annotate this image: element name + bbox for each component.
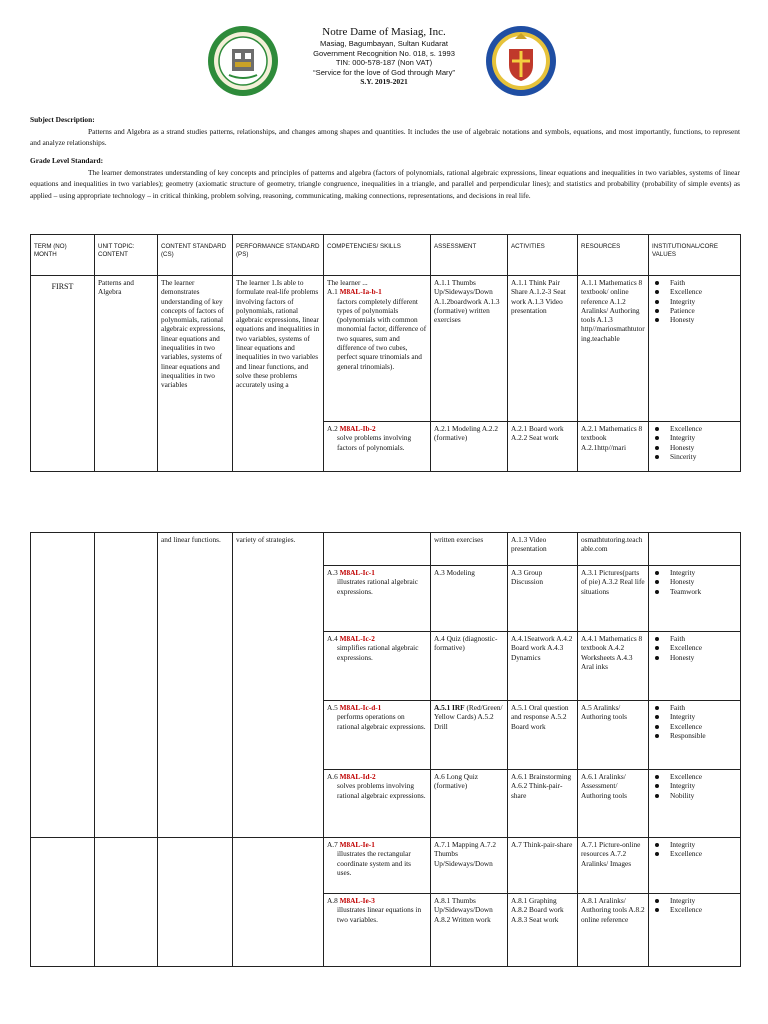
value-item: Honesty bbox=[652, 653, 737, 662]
competency-number: A.8 bbox=[327, 896, 338, 905]
competency-code: M8AL-Ie-1 bbox=[339, 840, 375, 849]
activities-cell: A.3 Group Discussion bbox=[508, 566, 578, 632]
value-item: Integrity bbox=[652, 568, 737, 577]
curriculum-table-page1 bbox=[30, 234, 741, 472]
values-cell bbox=[649, 701, 741, 770]
column-header: RESOURCES bbox=[578, 235, 649, 276]
value-item: Integrity bbox=[652, 712, 737, 721]
competency-text: factors completely different types of polynomials (polynomials with common monomial factor, difference of two squares, sum and difference of two cubes, perfect square trinomials and general trinomials). bbox=[337, 296, 427, 371]
competency-code: M8AL-Ia-b-1 bbox=[339, 287, 382, 297]
competency-number: A.1 bbox=[327, 287, 338, 297]
competency-code: M8AL-Ie-3 bbox=[339, 896, 375, 905]
value-item: Faith bbox=[652, 278, 737, 287]
subject-description-heading: Subject Description: bbox=[30, 115, 95, 124]
value-item: Integrity bbox=[652, 781, 737, 790]
values-cell bbox=[649, 566, 741, 632]
value-item: Excellence bbox=[652, 287, 737, 296]
school-header bbox=[0, 26, 768, 87]
value-item: Excellence bbox=[652, 772, 737, 781]
competency-text: illustrates rational algebraic expressions. bbox=[337, 577, 419, 596]
activities-cell: A.1.1 Think Pair Share A.1.2-3 Seat work A.1.3 Video presentation bbox=[508, 276, 578, 422]
values-cell bbox=[649, 838, 741, 894]
resources-cell: A.5 Aralinks/ Authoring tools bbox=[578, 701, 649, 770]
value-item: Patience bbox=[652, 306, 737, 315]
value-item: Integrity bbox=[652, 896, 737, 905]
assessment-cell bbox=[431, 701, 508, 770]
grade-level-standard-heading: Grade Level Standard: bbox=[30, 156, 104, 165]
competency-text: simplifies rational algebraic expressions. bbox=[337, 643, 419, 662]
subject-description-text: Patterns and Algebra as a strand studies patterns, relationships, and changes among shapes and quantities. It includes the use of algebraic notations and symbols, equations, and most importantly, functions, to represent and analyze relationships. bbox=[30, 126, 740, 148]
content-standard-cell bbox=[158, 838, 233, 967]
value-item: Integrity bbox=[652, 433, 737, 442]
value-item: Excellence bbox=[652, 643, 737, 652]
resources-cell: A.7.1 Picture-online resources A.7.2 Aralinks/ Images bbox=[578, 838, 649, 894]
activities-cell: A.8.1 Graphing A.8.2 Board work A.8.3 Seat work bbox=[508, 894, 578, 967]
value-item: Sincerity bbox=[652, 452, 737, 461]
value-item: Integrity bbox=[652, 297, 737, 306]
column-header: INSTITUTIONAL/CORE VALUES bbox=[649, 235, 741, 276]
assessment-cell: A.3 Modeling bbox=[431, 566, 508, 632]
competency-number: A.7 bbox=[327, 840, 338, 849]
competency-cell bbox=[324, 770, 431, 838]
competency-cell bbox=[324, 276, 431, 422]
term-cell bbox=[31, 838, 95, 967]
value-item: Honesty bbox=[652, 577, 737, 586]
competency-cell bbox=[324, 701, 431, 770]
grade-level-standard bbox=[30, 155, 740, 201]
performance-standard-cell bbox=[233, 838, 324, 967]
column-header: PERFORMANCE STANDARD (PS) bbox=[233, 235, 324, 276]
value-item: Excellence bbox=[652, 849, 737, 858]
resources-cell: A.8.1 Aralinks/ Authoring tools A.8.2 online reference bbox=[578, 894, 649, 967]
competency-text: illustrates the rectangular coordinate system and its uses. bbox=[337, 849, 411, 877]
value-item: Integrity bbox=[652, 840, 737, 849]
value-item: Responsible bbox=[652, 731, 737, 740]
column-header: UNIT TOPIC: CONTENT bbox=[95, 235, 158, 276]
resources-cell: A.6.1 Aralinks/ Assessment/ Authoring tools bbox=[578, 770, 649, 838]
competency-lead: The learner ... bbox=[327, 278, 368, 287]
competency-cell bbox=[324, 422, 431, 472]
competency-text: illustrates linear equations in two variables. bbox=[337, 905, 422, 924]
content-standard-cell: The learner demonstrates understanding of key concepts of factors of polynomials, rational algebraic expressions, linear equations and inequalities in two variables, systems of linear equations and inequalities in two variables bbox=[158, 276, 233, 472]
competency-text: solve problems involving factors of polynomials. bbox=[337, 433, 412, 452]
term-cell: FIRST bbox=[31, 276, 95, 472]
column-header: TERM (NO) MONTH bbox=[31, 235, 95, 276]
competency-cell bbox=[324, 533, 431, 566]
table-row bbox=[31, 533, 741, 566]
subject-description bbox=[30, 114, 740, 149]
values-cell bbox=[649, 770, 741, 838]
value-item: Excellence bbox=[652, 722, 737, 731]
competency-text: performs operations on rational algebraic expressions. bbox=[337, 712, 426, 731]
values-cell bbox=[649, 533, 741, 566]
performance-standard-cell: variety of strategies. bbox=[233, 533, 324, 838]
unit-topic-cell bbox=[95, 533, 158, 838]
school-address: Masiag, Bagumbayan, Sultan Kudarat bbox=[320, 39, 448, 48]
school-name: Notre Dame of Masiag, Inc. bbox=[322, 26, 446, 38]
column-header: CONTENT STANDARD (CS) bbox=[158, 235, 233, 276]
competency-cell bbox=[324, 838, 431, 894]
value-item: Faith bbox=[652, 703, 737, 712]
assessment-cell: A.8.1 Thumbs Up/Sideways/Down A.8.2 Written work bbox=[431, 894, 508, 967]
activities-cell: A.6.1 Brainstorming A.6.2 Think-pair-share bbox=[508, 770, 578, 838]
value-item: Faith bbox=[652, 634, 737, 643]
assessment-text: (Red/Green/ Yellow Cards) A.5.2 Drill bbox=[434, 703, 503, 731]
table-row bbox=[31, 838, 741, 894]
value-item: Teamwork bbox=[652, 587, 737, 596]
term-cell bbox=[31, 533, 95, 838]
activities-cell: A.5.1 Oral question and response A.5.2 Board work bbox=[508, 701, 578, 770]
competency-cell bbox=[324, 632, 431, 701]
column-header: COMPETENCIES/ SKILLS bbox=[324, 235, 431, 276]
school-year: S.Y. 2019-2021 bbox=[360, 77, 408, 87]
school-motto: “Service for the love of God through Mary” bbox=[313, 67, 455, 77]
performance-standard-cell: The learner 1.Is able to formulate real-life problems involving factors of polynomials, rational algebraic expressions, linear equations and inequalities in two variables, systems of linear equations and inequalities in two variables and linear functions, and solve these problems accurately using a bbox=[233, 276, 324, 472]
value-item: Excellence bbox=[652, 905, 737, 914]
values-cell bbox=[649, 632, 741, 701]
resources-cell: A.3.1 Pictures(parts of pie) A.3.2 Real life situations bbox=[578, 566, 649, 632]
content-standard-cell: and linear functions. bbox=[158, 533, 233, 838]
competency-cell bbox=[324, 566, 431, 632]
table-row bbox=[31, 276, 741, 422]
competency-number: A.3 bbox=[327, 568, 338, 577]
value-item: Nobility bbox=[652, 791, 737, 800]
competency-code: M8AL-Ic-1 bbox=[339, 568, 375, 577]
values-cell bbox=[649, 422, 741, 472]
unit-topic-cell: Patterns and Algebra bbox=[95, 276, 158, 472]
assessment-cell: A.1.1 Thumbs Up/Sideways/Down A.1.2boardwork A.1.3 (formative) written exercises bbox=[431, 276, 508, 422]
assessment-cell: A.2.1 Modeling A.2.2 (formative) bbox=[431, 422, 508, 472]
competency-text: solves problems involving rational algebraic expressions. bbox=[337, 781, 426, 800]
unit-topic-cell bbox=[95, 838, 158, 967]
resources-cell: A.4.1 Mathematics 8 textbook A.4.2 Worksheets A.4.3 Aral inks bbox=[578, 632, 649, 701]
competency-number: A.5 bbox=[327, 703, 338, 712]
resources-cell: A.1.1 Mathematics 8 textbook/ online reference A.1.2 Aralinks/ Authoring tools A.1.3 http//mariosmathtutoring.teachable bbox=[578, 276, 649, 422]
competency-cell bbox=[324, 894, 431, 967]
column-header: ACTIVITIES bbox=[508, 235, 578, 276]
resources-cell: osmathtutoring.teachable.com bbox=[578, 533, 649, 566]
table-header-row bbox=[31, 235, 741, 276]
activities-cell: A.1.3 Video presentation bbox=[508, 533, 578, 566]
assessment-cell: A.6 Long Quiz (formative) bbox=[431, 770, 508, 838]
activities-cell: A.4.1Seatwork A.4.2 Board work A.4.3 Dynamics bbox=[508, 632, 578, 701]
curriculum-table-page2 bbox=[30, 532, 741, 967]
values-cell bbox=[649, 276, 741, 422]
column-header: ASSESSMENT bbox=[431, 235, 508, 276]
resources-cell: A.2.1 Mathematics 8 textbook A.2.1http//mari bbox=[578, 422, 649, 472]
competency-number: A.6 bbox=[327, 772, 338, 781]
competency-code: M8AL-Ic-2 bbox=[339, 634, 375, 643]
grade-level-standard-text: The learner demonstrates understanding of key concepts and principles of patterns and algebra (factors of polynomials, rational algebraic expressions, linear equations and inequalities in two variables, systems of linear equations and inequalities in two variables); geometry (axiomatic structure of geometry, triangle congruence, inequalities in a triangle, and parallel and perpendicular lines); and statistics and probability (probability of simple events) as applied – using appropriate technology – in critical thinking, problem solving, reasoning, communicating, making connections, representations, and decisions in real life. bbox=[30, 167, 740, 200]
competency-number: A.4 bbox=[327, 634, 338, 643]
value-item: Excellence bbox=[652, 424, 737, 433]
competency-code: M8AL-Ic-d-1 bbox=[339, 703, 382, 712]
activities-cell: A.7 Think-pair-share bbox=[508, 838, 578, 894]
government-recognition: Government Recognition No. 018, s. 1993 bbox=[313, 48, 455, 58]
competency-code: M8AL-Id-2 bbox=[339, 772, 376, 781]
value-item: Honesty bbox=[652, 315, 737, 324]
value-item: Honesty bbox=[652, 443, 737, 452]
assessment-cell: A.7.1 Mapping A.7.2 Thumbs Up/Sideways/Down bbox=[431, 838, 508, 894]
activities-cell: A.2.1 Board work A.2.2 Seat work bbox=[508, 422, 578, 472]
tin-number: TIN: 000-578-187 (Non VAT) bbox=[335, 58, 433, 68]
competency-number: A.2 bbox=[327, 424, 338, 433]
assessment-label: A.5.1 IRF bbox=[434, 703, 465, 712]
competency-code: M8AL-Ib-2 bbox=[339, 424, 376, 433]
values-cell bbox=[649, 894, 741, 967]
assessment-cell: A.4 Quiz (diagnostic-formative) bbox=[431, 632, 508, 701]
assessment-cell: written exercises bbox=[431, 533, 508, 566]
